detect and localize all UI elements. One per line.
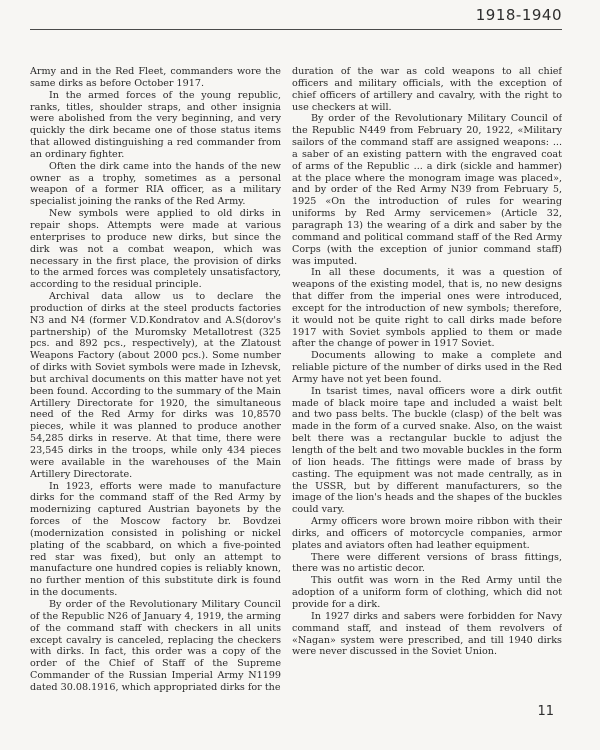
paragraph: In 1923, efforts were made to manufacture dirks for the command staff of the Red Army by modernizing captured Austrian bayonets by the forces of the Moscow factory br. Bovdzei (modernization consisted in polishing or nickel plating of the scabbard, on which a five-pointed red star was fixed), but only an attempt to manufacture one hundred copies is reliably known, no further mention of this substitute dirk is found in the documents. [30,480,281,599]
left-column [30,66,281,716]
paragraph: New symbols were applied to old dirks in repair shops. Attempts were made at various enterprises to produce new dirks, but since the dirk was not a combat weapon, which was necessary in the first place, the provision of dirks to the armed forces was completely unsatisfactory, according to the residual principle. [30,208,281,291]
paragraph: duration of the war as cold weapons to all chief officers and military officials, with the exception of chief officers of artillery and cavalry, with the right to use checkers at will. [292,66,562,113]
paragraph: Army officers wore brown moire ribbon with their dirks, and officers of motorcycle companies, armor plates and aviators often had leather equipment. [292,516,562,551]
paragraph: Archival data allow us to declare the production of dirks at the steel products factories N3 and N4 (former V.D.Kondratov and A.S(dorov's partnership) of the Muromsky Metallotrest (325 pcs. and 892 pcs., respectively), at the Zlatoust Weapons Factory (about 2000 pcs.). Some number of dirks with Soviet symbols were made in Izhevsk, but archival documents on this matter have not yet been found. According to the summary of the Main Artillery Directorate for 1920, the simultaneous need of the Red Army for dirks was 10,8570 pieces, while it was planned to produce another 54,285 dirks in reserve. At that time, there were 23,545 dirks in the troops, while only 434 pieces were available in the warehouses of the Main Artillery Directorate. [30,291,281,480]
right-column [292,66,562,716]
paragraph: There were different versions of brass fittings, there was no artistic decor. [292,551,562,575]
paragraph: Army and in the Red Fleet, commanders wore the same dirks as before October 1917. [30,66,281,89]
paragraph: In tsarist times, naval officers wore a dirk outfit made of black moire tape and included a waist belt and two pass belts. The buckle (clasp) of the belt was made in the form of a curved snake. Also, on the waist belt there was a rectangular buckle to adjust the length of the belt and two movable buckles in the form of lion heads. The fittings were made of brass by casting. The equipment was not made centrally, as in the USSR, but by different manufacturers, so the image of the lion's heads and the shapes of the buckles could vary. [292,385,562,516]
paragraph: This outfit was worn in the Red Army until the adoption of a uniform form of clothing, which did not provide for a dirk. [292,575,562,610]
paragraph: In all these documents, it was a question of weapons of the existing model, that is, no new designs that differ from the imperial ones were introduced, except for the introduction of new symbols; therefore, it would not be quite right to call dirks made before 1917 with Soviet symbols applied to them or made after the change of power in 1917 Soviet. [292,267,562,350]
paragraph: Often the dirk came into the hands of the new owner as a trophy, sometimes as a personal weapon of a former RIA officer, as a military specialist joining the ranks of the Red Army. [30,160,281,208]
paragraph: In 1927 dirks and sabers were forbidden for Navy command staff, and instead of them revolvers of «Nagan» system were prescribed, and till 1940 dirks were never discussed in the Soviet Union. [292,610,562,658]
running-header-title: 1918-1940 [475,6,562,24]
paragraph: By order of the Revolutionary Military Council of the Republic N449 from February 20, 1922, «Military sailors of the command staff are assigned weapons: ... a saber of an existing pattern with the engraved coat of arms of the Republic ... a dirk (sickle and hammer) at the place where the monogram image was placed», and by order of the Red Army N39 from February 5, 1925 «On the introduction of rules for wearing uniforms by Red Army servicemen» (Article 32, paragraph 13) the wearing of a dirk and saber by the command and political command staff of the Red Army Corps (with the exception of junior command staff) was imputed. [292,113,562,267]
paragraph: Documents allowing to make a complete and reliable picture of the number of dirks used in the Red Army have not yet been found. [292,350,562,385]
paragraph: By order of the Revolutionary Military Council of the Republic N26 of January 4, 1919, the arming of the command staff with checkers in all units except cavalry is canceled, replacing the checkers with dirks. In fact, this order was a copy of the order of the Chief of Staff of the Supreme Commander of the Russian Imperial Army N1199 dated 30.08.1916, which appropriated dirks for the [30,598,281,693]
header-rule [30,29,562,30]
paragraph: In the armed forces of the young republic, ranks, titles, shoulder straps, and other insignia were abolished from the very beginning, and very quickly the dirk became one of those status items that allowed distinguishing a red commander from an ordinary fighter. [30,89,281,160]
page-number: 11 [537,704,554,719]
